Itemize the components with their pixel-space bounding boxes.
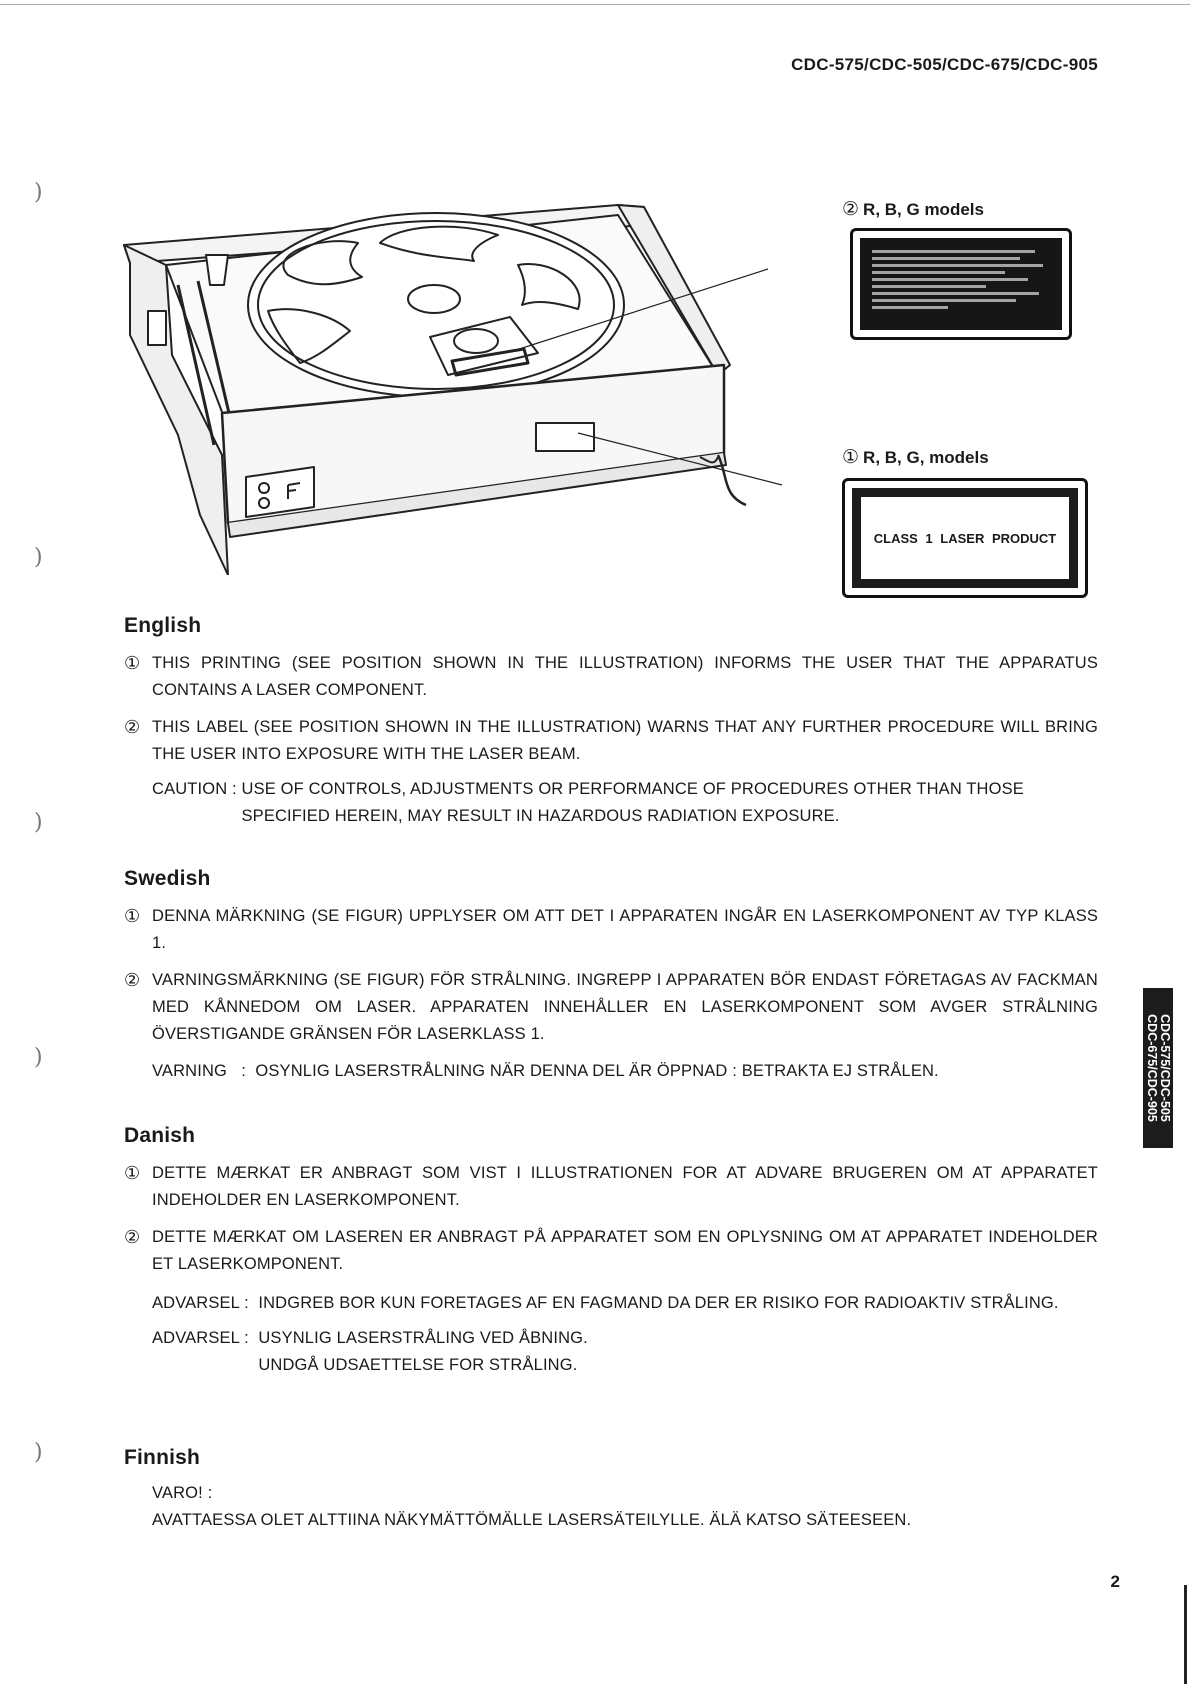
circled-two: ② [842, 199, 860, 220]
cd-changer-illustration [118, 185, 838, 575]
section-heading: Swedish [124, 867, 211, 890]
advarsel-note [124, 1290, 1098, 1317]
laser-warning-label [850, 228, 1072, 340]
scan-right-edge [1184, 1585, 1187, 1684]
finnish-line: AVATTAESSA OLET ALTTIINA NÄKYMÄTTÖMÄLLE LASERSÄTEILYLLE. ÄLÄ KATSO SÄTEESEEN. [152, 1511, 912, 1529]
circled-one: ① [124, 906, 141, 926]
section-heading: Danish [124, 1124, 196, 1147]
binding-mark: ) [34, 1440, 43, 1465]
list-item [124, 714, 1098, 768]
section-swedish [124, 867, 1098, 1085]
circled-two: ② [124, 1227, 141, 1247]
side-tab-line1: CDC-575/CDC-505 [1158, 1014, 1172, 1122]
note-key: ADVARSEL : [152, 1329, 259, 1347]
list-item [124, 1160, 1098, 1214]
note-text: INDGREB BOR KUN FORETAGES AF EN FAGMAND DA DER ER RISIKO FOR RADIOAKTIV STRÅLING. [258, 1294, 1059, 1312]
label2-caption-text: R, B, G models [863, 200, 984, 219]
label1-caption-text: R, B, G, models [863, 448, 989, 467]
side-index-tab [1143, 988, 1173, 1148]
list-item [124, 967, 1098, 1048]
section-heading: English [124, 614, 202, 637]
circled-two: ② [124, 970, 141, 990]
item-text: DETTE MÆRKAT ER ANBRAGT SOM VIST I ILLUSTRATIONEN FOR AT ADVARE BRUGEREN OM AT APPARATET INDEHOLDER EN LASERKOMPONENT. [152, 1164, 1098, 1209]
section-heading: Finnish [124, 1446, 201, 1469]
binding-mark: ) [34, 180, 43, 205]
warning-note [124, 1058, 1098, 1085]
advarsel-note [124, 1325, 1098, 1379]
note-text: OSYNLIG LASERSTRÅLNING NÄR DENNA DEL ÄR ÖPPNAD : BETRAKTA EJ STRÅLEN. [255, 1062, 939, 1080]
scan-top-edge [0, 4, 1190, 5]
label2-caption [842, 198, 984, 221]
note-line: UNDGÅ UDSAETTELSE FOR STRÅLING. [258, 1356, 578, 1374]
note-text-block [258, 1325, 1098, 1379]
caution-note [124, 776, 1098, 830]
circled-one: ① [124, 653, 141, 673]
item-text: DETTE MÆRKAT OM LASEREN ER ANBRAGT PÅ APPARATET SOM EN OPLYSNING OM AT APPARATET INDEHOLDER ET LASERKOMPONENT. [152, 1228, 1098, 1273]
side-tab-text [1145, 1014, 1171, 1122]
item-text: THIS PRINTING (SEE POSITION SHOWN IN THE ILLUSTRATION) INFORMS THE USER THAT THE APPARATUS CONTAINS A LASER COMPONENT. [152, 654, 1098, 699]
binding-mark: ) [34, 545, 43, 570]
binding-mark: ) [34, 1045, 43, 1070]
note-text: USE OF CONTROLS, ADJUSTMENTS OR PERFORMANCE OF PROCEDURES OTHER THAN THOSE SPECIFIED HEREIN, MAY RESULT IN HAZARDOUS RADIATION EXPOSURE. [241, 780, 1024, 825]
list-item [124, 903, 1098, 957]
class-label-text: CLASS 1 LASER PRODUCT [852, 488, 1078, 588]
note-line: USYNLIG LASERSTRÅLING VED ÅBNING. [258, 1329, 588, 1347]
list-item [124, 650, 1098, 704]
item-text: THIS LABEL (SEE POSITION SHOWN IN THE ILLUSTRATION) WARNS THAT ANY FURTHER PROCEDURE WILL BRING THE USER INTO EXPOSURE WITH THE LASER BEAM. [152, 718, 1098, 763]
section-danish [124, 1124, 1098, 1379]
item-text: VARNINGSMÄRKNING (SE FIGUR) FÖR STRÅLNING. INGREPP I APPARATEN BÖR ENDAST FÖRETAGAS AV FACKMAN MED KÅNNEDOM OM LASER. APPARATEN INNEHÅLLER EN LASERKOMPONENT SOM AVGER STRÅLNING ÖVERSTIGANDE GRÄNSEN FÖR LASERKLASS 1. [152, 971, 1098, 1043]
page-number: 2 [1110, 1572, 1120, 1591]
circled-one: ① [124, 1163, 141, 1183]
class-1-laser-label [842, 478, 1088, 598]
label1-caption [842, 446, 989, 469]
circled-one: ① [842, 447, 860, 468]
circled-two: ② [124, 717, 141, 737]
finnish-line: VARO! : [152, 1484, 213, 1502]
binding-mark: ) [34, 810, 43, 835]
note-key: ADVARSEL : [152, 1294, 259, 1312]
side-tab-line2: CDC-675/CDC-905 [1145, 1014, 1159, 1122]
section-english [124, 614, 1098, 830]
note-key: VARNING : [152, 1062, 256, 1080]
item-text: DENNA MÄRKNING (SE FIGUR) UPPLYSER OM ATT DET I APPARATEN INGÅR EN LASERKOMPONENT AV TYP KLASS 1. [152, 907, 1098, 952]
section-finnish [124, 1446, 1098, 1534]
note-key: CAUTION : [152, 780, 242, 798]
model-header: CDC-575/CDC-505/CDC-675/CDC-905 [791, 55, 1098, 74]
warning-label-fine-print [860, 238, 1062, 330]
list-item [124, 1224, 1098, 1278]
